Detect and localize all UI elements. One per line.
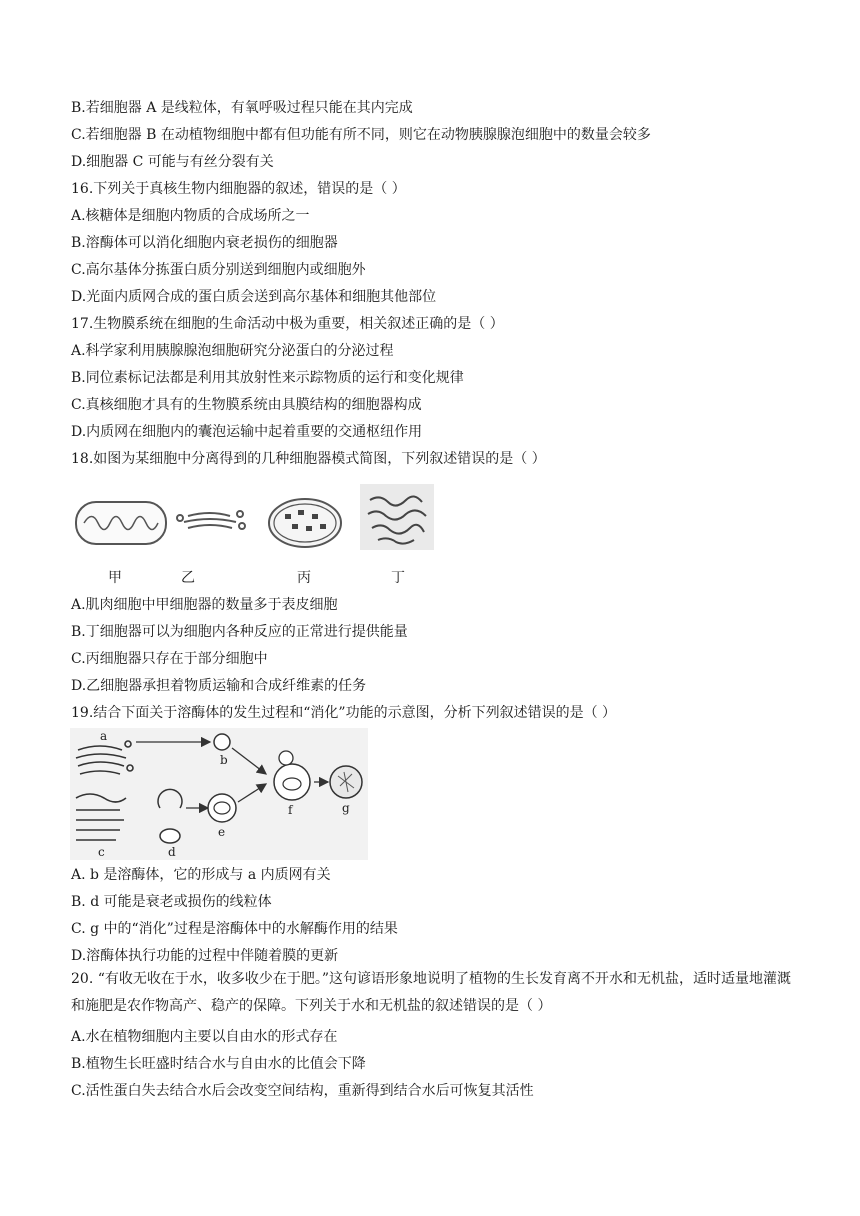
option-15d: D.细胞器 C 可能与有丝分裂有关 [71, 154, 274, 170]
autophagosome-e [208, 794, 236, 822]
option-19d: D.溶酶体执行功能的过程中伴随着膜的更新 [71, 948, 339, 964]
label-bing: 丙 [297, 570, 311, 586]
option-20c: C.活性蛋白失去结合水后会改变空间结构，重新得到结合水后可恢复其活性 [71, 1083, 534, 1099]
question-16: 16.下列关于真核生物内细胞器的叙述，错误的是（ ） [71, 181, 406, 197]
option-16c: C.高尔基体分拣蛋白质分别送到细胞内或细胞外 [71, 262, 366, 278]
label-yi: 乙 [181, 570, 195, 586]
label-d: d [168, 845, 176, 859]
lysosome-figure [70, 728, 368, 860]
label-g: g [342, 801, 350, 815]
option-15c: C.若细胞器 B 在动植物细胞中都有但功能有所不同，则它在动物胰腺腺泡细胞中的数量会较多 [71, 127, 651, 143]
label-b: b [220, 753, 228, 767]
chloroplast-sketch [269, 499, 341, 547]
er-sketch [360, 484, 434, 550]
question-20: 20. “有收无收在于水，收多收少在于肥。”这句谚语形象地说明了植物的生长发育离不开水和无机盐，适时适量地灌溉和施肥是农作物高产、稳产的保障。下列关于水和无机盐的叙述错误的是（ ） [71, 971, 792, 1014]
label-c: c [98, 845, 105, 859]
label-jia: 甲 [108, 570, 122, 586]
option-17a: A.科学家利用胰腺腺泡细胞研究分泌蛋白的分泌过程 [71, 343, 394, 359]
question-18: 18.如图为某细胞中分离得到的几种细胞器模式简图，下列叙述错误的是（ ） [71, 451, 546, 467]
label-e: e [218, 825, 226, 839]
mitochondrion-d [160, 829, 180, 843]
option-16b: B.溶酶体可以消化细胞内衰老损伤的细胞器 [71, 235, 338, 251]
option-17b: B.同位素标记法都是利用其放射性来示踪物质的运行和变化规律 [71, 370, 464, 386]
option-19b: B. d 可能是衰老或损伤的线粒体 [71, 894, 272, 910]
option-16d: D.光面内质网合成的蛋白质会送到高尔基体和细胞其他部位 [71, 289, 437, 305]
option-17d: D.内质网在细胞内的囊泡运输中起着重要的交通枢纽作用 [71, 424, 423, 440]
label-a: a [100, 729, 108, 743]
option-19a: A. b 是溶酶体，它的形成与 a 内质网有关 [71, 867, 331, 883]
option-18b: B.丁细胞器可以为细胞内各种反应的正常进行提供能量 [71, 624, 408, 640]
option-15b: B.若细胞器 A 是线粒体，有氧呼吸过程只能在其内完成 [71, 100, 413, 116]
fusion-f [274, 764, 310, 800]
option-19c: C. g 中的“消化”过程是溶酶体中的水解酶作用的结果 [71, 921, 398, 937]
option-20b: B.植物生长旺盛时结合水与自由水的比值会下降 [71, 1056, 366, 1072]
mitochondrion-sketch [76, 502, 166, 544]
option-17c: C.真核细胞才具有的生物膜系统由具膜结构的细胞器构成 [71, 397, 422, 413]
option-18a: A.肌肉细胞中甲细胞器的数量多于表皮细胞 [71, 597, 338, 613]
question-17: 17.生物膜系统在细胞的生命活动中极为重要，相关叙述正确的是（ ） [71, 316, 504, 332]
option-18c: C.丙细胞器只存在于部分细胞中 [71, 651, 268, 667]
vesicle-b [214, 734, 230, 750]
question-19: 19.结合下面关于溶酶体的发生过程和“消化”功能的示意图，分析下列叙述错误的是（ ） [71, 705, 617, 721]
label-f: f [288, 803, 293, 817]
golgi-sketch [177, 511, 245, 529]
option-20a: A.水在植物细胞内主要以自由水的形式存在 [71, 1029, 338, 1045]
organelle-figure [70, 480, 440, 554]
label-ding: 丁 [391, 570, 405, 586]
option-16a: A.核糖体是细胞内物质的合成场所之一 [71, 208, 310, 224]
option-18d: D.乙细胞器承担着物质运输和合成纤维素的任务 [71, 678, 367, 694]
